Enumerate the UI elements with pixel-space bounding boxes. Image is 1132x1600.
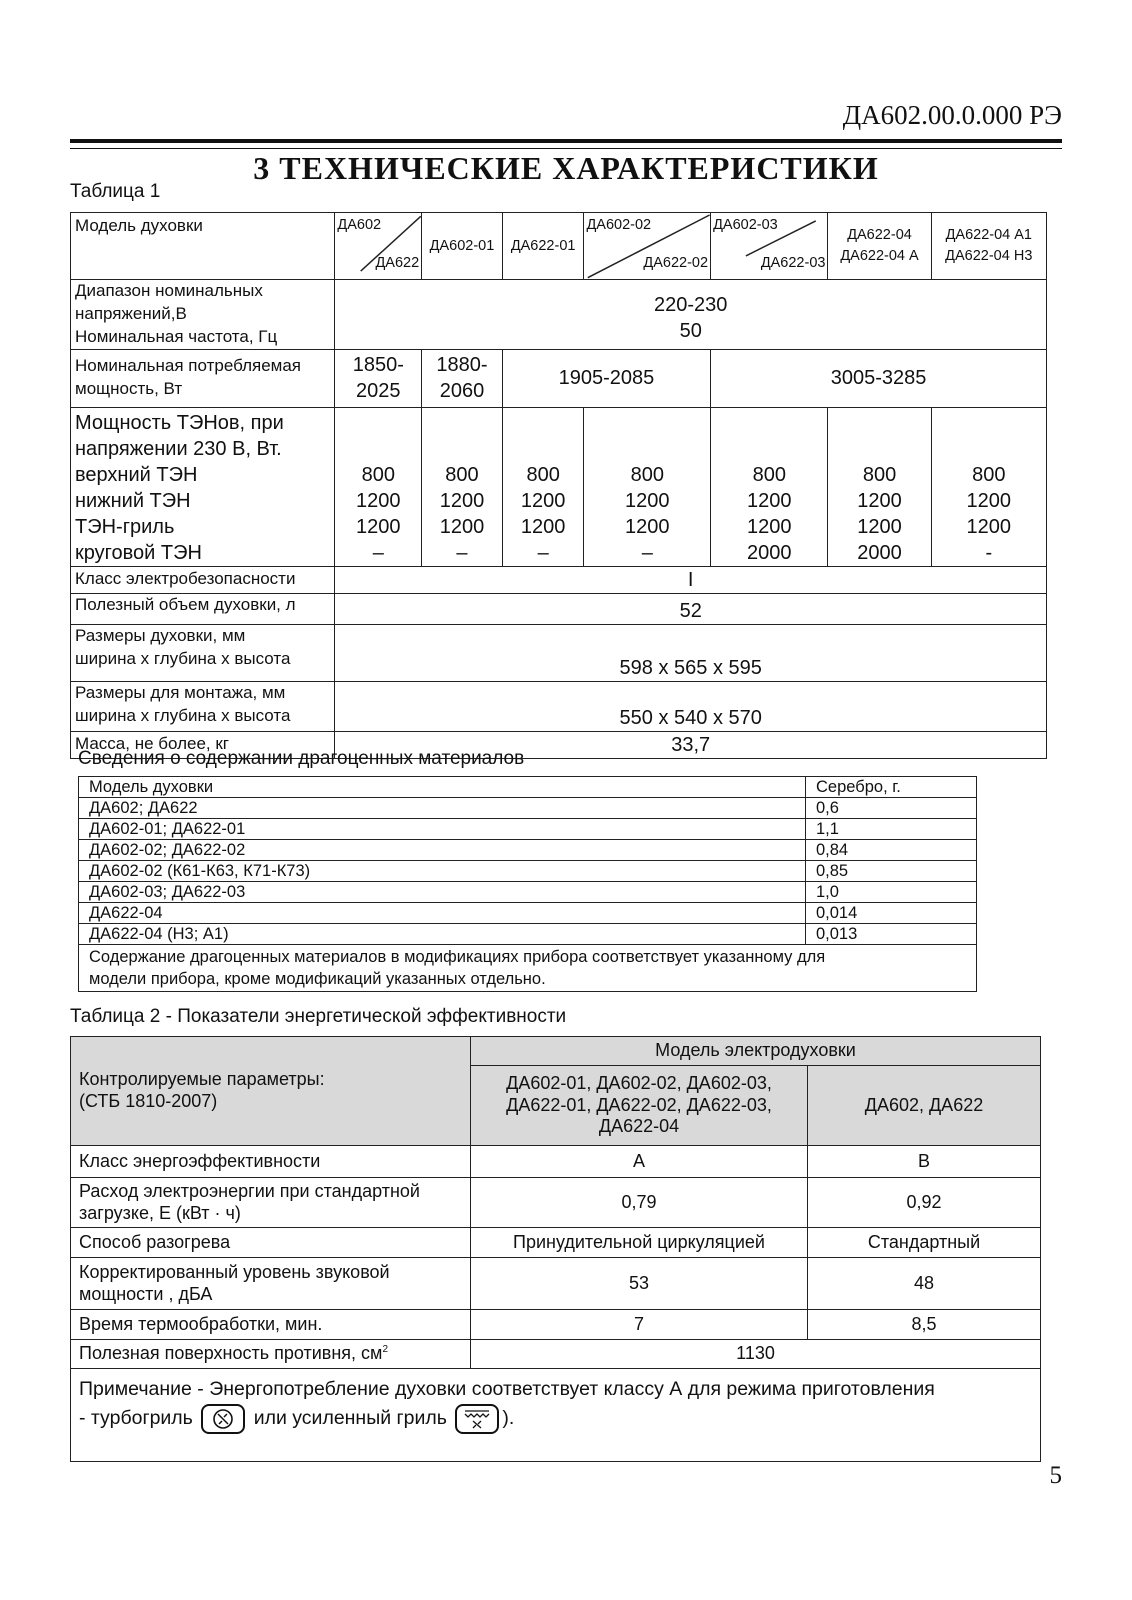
power-da602-01: 1880- 2060 — [422, 349, 503, 407]
table-row: Способ разогрева Принудительной циркуляцией Стандартный — [71, 1228, 1041, 1258]
heaters-col-1: 800 1200 1200 – — [335, 407, 422, 566]
model-da602: ДА602 — [337, 217, 382, 233]
model-da602-03-da622-03 — [711, 213, 828, 280]
mount-value: 550 х 540 х 570 — [335, 681, 1047, 731]
table1 — [70, 212, 1047, 759]
voltage-value — [335, 280, 1047, 350]
size-row — [71, 624, 1047, 681]
size-label: Размеры духовки, мм ширина х глубина х высота — [71, 624, 335, 681]
table-row: ДА622-04 0,014 — [79, 903, 977, 924]
precious-header-row — [79, 777, 977, 798]
model-da602-02-da622-02 — [584, 213, 711, 280]
frequency-value: 50 — [679, 320, 702, 343]
volume-row — [71, 593, 1047, 624]
voltage-label: Диапазон номинальных напряжений,В Номинальная частота, Гц — [71, 280, 335, 350]
header-rule-thin — [70, 148, 1062, 149]
model-da622-04-a1-group — [931, 213, 1046, 280]
table-row: ДА602; ДА622 0,6 — [79, 798, 977, 819]
heaters-col-5: 800 1200 1200 2000 — [711, 407, 828, 566]
params-header: Контролируемые параметры: (СТБ 1810-2007) — [71, 1037, 471, 1146]
table1-header-row — [71, 213, 1047, 280]
mount-label: Размеры для монтажа, мм ширина х глубина х высота — [71, 681, 335, 731]
document-code: ДА602.00.0.000 РЭ — [842, 100, 1062, 130]
table2-header-row — [71, 1037, 1041, 1066]
safety-label: Класс электробезопасности — [71, 566, 335, 593]
power-da602: 1850- 2025 — [335, 349, 422, 407]
heaters-col-7: 800 1200 1200 - — [931, 407, 1046, 566]
model-da622-04-a: ДА622-04 А — [840, 248, 919, 265]
surface-label: Полезная поверхность противня, $см^2$ — [71, 1340, 471, 1369]
power-da622-01-02: 1905-2085 — [502, 349, 710, 407]
model-da622-04: ДА622-04 — [847, 227, 912, 243]
table-row: ДА602-02 (К61-К63, К71-К73) 0,85 — [79, 861, 977, 882]
precious-head-silver: Серебро, г. — [806, 777, 977, 798]
model-da622-02: ДА622-02 — [643, 255, 709, 272]
size-value: 598 х 565 х 595 — [335, 624, 1047, 681]
heaters-label: Мощность ТЭНов, при напряжении 230 В, Вт. верхний ТЭН нижний ТЭН ТЭН-гриль круговой ТЭН — [71, 407, 335, 566]
table1-caption: Таблица 1 — [70, 181, 161, 202]
table2 — [70, 1036, 1041, 1462]
model-da602-02: ДА602-02 — [586, 217, 652, 233]
model-label: Модель духовки — [71, 213, 335, 280]
model-da602-01: ДА602-01 — [422, 213, 503, 280]
mass-value: 33,7 — [335, 731, 1047, 758]
enhanced-grill-icon — [455, 1404, 499, 1434]
table2-note: Примечание - Энергопотребление духовки соответствует классу А для режима приготовления - турбогриль или усиленный гриль ). — [71, 1369, 1041, 1462]
model-header: Модель электродуховки — [471, 1037, 1041, 1066]
model-da602-da622 — [335, 213, 422, 280]
page-number: 5 — [1049, 1462, 1062, 1489]
model-da622-03: ДА622-03 — [760, 255, 826, 272]
table-row: ДА622-04 (Н3; А1) 0,013 — [79, 924, 977, 945]
model-da622-01: ДА622-01 — [502, 213, 584, 280]
heaters-col-4: 800 1200 1200 – — [584, 407, 711, 566]
model-da622: ДА622 — [375, 255, 420, 272]
heaters-col-3: 800 1200 1200 – — [502, 407, 584, 566]
volume-value: 52 — [335, 593, 1047, 624]
table-row: Время термообработки, мин. 7 8,5 — [71, 1310, 1041, 1340]
model-da622-04-group — [828, 213, 931, 280]
table2-caption: Таблица 2 - Показатели энергетической эффективности — [70, 1006, 567, 1027]
models-col-b: ДА602, ДА622 — [808, 1066, 1041, 1146]
table-row: Класс энергоэффективности А В — [71, 1146, 1041, 1178]
mass-label: Масса, не более, кг — [71, 731, 335, 758]
heaters-row — [71, 407, 1047, 566]
table-row: ДА602-02; ДА622-02 0,84 — [79, 840, 977, 861]
models-col-a: ДА602-01, ДА602-02, ДА602-03, ДА622-01, ДА622-02, ДА622-03, ДА622-04 — [471, 1066, 808, 1146]
safety-value: I — [335, 566, 1047, 593]
precious-note-row — [79, 945, 977, 992]
model-da622-04-n3: ДА622-04 Н3 — [945, 248, 1033, 265]
voltage-row — [71, 280, 1047, 350]
precious-caption: Сведения о содержании драгоценных материалов — [78, 748, 525, 769]
power-row — [71, 349, 1047, 407]
mount-row — [71, 681, 1047, 731]
surface-row — [71, 1340, 1041, 1369]
heaters-col-2: 800 1200 1200 – — [422, 407, 503, 566]
table-row: ДА602-03; ДА622-03 1,0 — [79, 882, 977, 903]
safety-row — [71, 566, 1047, 593]
model-da602-03: ДА602-03 — [713, 217, 778, 233]
power-da602-03-04: 3005-3285 — [711, 349, 1047, 407]
precious-head-model: Модель духовки — [79, 777, 806, 798]
precious-table — [78, 776, 977, 992]
section-title: 3 ТЕХНИЧЕСКИЕ ХАРАКТЕРИСТИКИ — [253, 150, 879, 186]
table-row: ДА602-01; ДА622-01 1,1 — [79, 819, 977, 840]
table-row: Корректированный уровень звуковой мощности , дБА 53 48 — [71, 1258, 1041, 1310]
voltage-range: 220-230 — [654, 294, 728, 317]
header-rule-thick — [70, 139, 1062, 143]
surface-value: 1130 — [471, 1340, 1041, 1369]
table2-note-row — [71, 1369, 1041, 1462]
turbo-grill-icon — [201, 1404, 245, 1434]
precious-note: Содержание драгоценных материалов в модификациях прибора соответствует указанному для модели прибора, кроме модификаций указанных отдельно. — [79, 945, 977, 992]
table-row: Расход электроэнергии при стандартной загрузке, Е (кВт · ч) 0,79 0,92 — [71, 1178, 1041, 1228]
model-da622-04-a1: ДА622-04 А1 — [945, 227, 1032, 243]
heaters-col-6: 800 1200 1200 2000 — [828, 407, 931, 566]
volume-label: Полезный объем духовки, л — [71, 593, 335, 624]
power-label: Номинальная потребляемая мощность, Вт — [71, 349, 335, 407]
